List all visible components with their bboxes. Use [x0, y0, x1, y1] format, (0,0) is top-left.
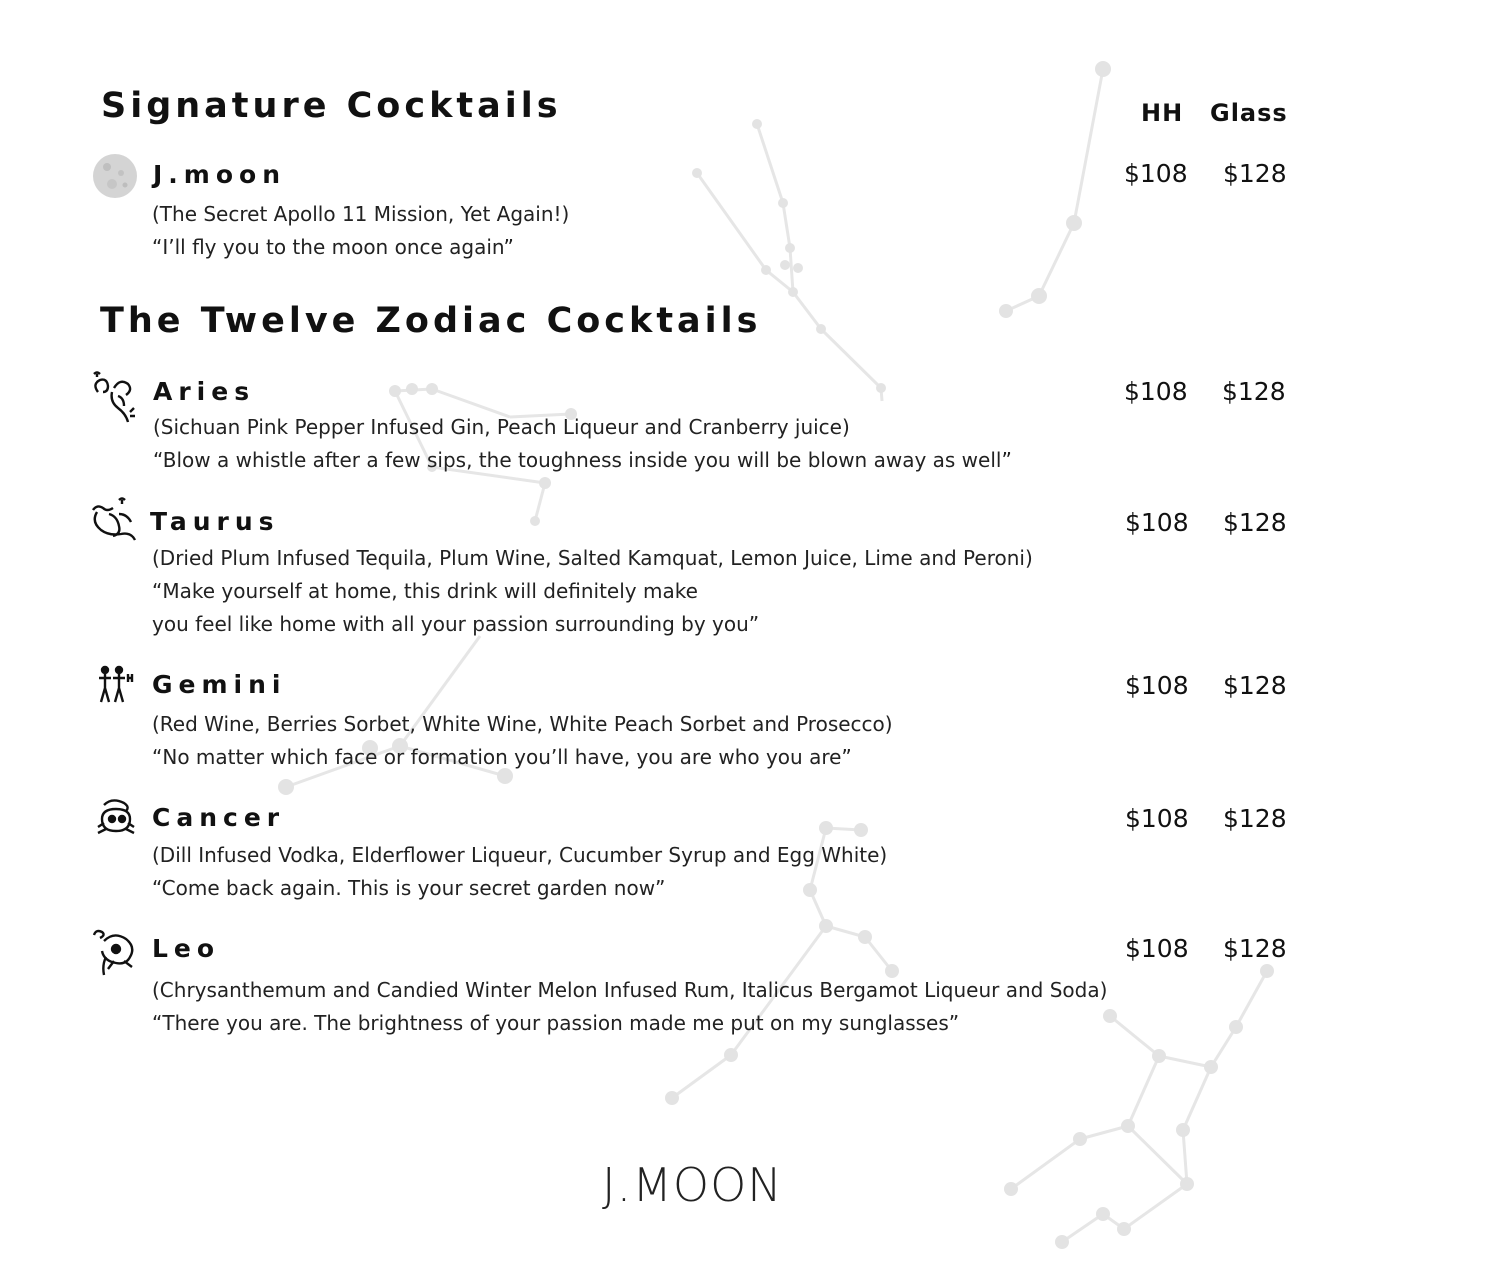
signature-section-title: Signature Cocktails [101, 86, 562, 126]
price-hh: $108 [1125, 804, 1189, 833]
item-desc-line: (Chrysanthemum and Candied Winter Melon Infused Rum, Italicus Bergamot Liqueur and Soda) [152, 978, 1108, 1002]
item-quote-line: “No matter which face or formation you’ll have, you are who you are” [152, 745, 852, 769]
aries-ram-icon [88, 370, 140, 428]
item-desc-line: (Sichuan Pink Pepper Infused Gin, Peach Liqueur and Cranberry juice) [153, 415, 850, 439]
item-name-aries: Aries [153, 377, 256, 406]
item-quote-line: “Come back again. This is your secret garden now” [152, 876, 666, 900]
item-desc-line: (Red Wine, Berries Sorbet, White Wine, White Peach Sorbet and Prosecco) [152, 712, 893, 736]
item-name-gemini: Gemini [152, 670, 287, 699]
price-hh: $108 [1124, 377, 1188, 406]
leo-lion-icon [90, 927, 142, 983]
item-name-jmoon: J.moon [153, 160, 286, 189]
item-name-leo: Leo [152, 934, 221, 963]
item-desc-line: (The Secret Apollo 11 Mission, Yet Again!) [152, 202, 570, 226]
moon-icon [92, 153, 138, 203]
price-glass: $128 [1223, 934, 1287, 963]
jmoon-logo: J.MOON [602, 1158, 783, 1212]
price-hh: $108 [1125, 934, 1189, 963]
price-hh: $108 [1124, 159, 1188, 188]
price-glass: $128 [1223, 804, 1287, 833]
price-glass: $128 [1223, 159, 1287, 188]
zodiac-section-title: The Twelve Zodiac Cocktails [100, 301, 762, 341]
item-quote-line: “Make yourself at home, this drink will definitely make [152, 579, 698, 603]
item-name-cancer: Cancer [152, 803, 286, 832]
cancer-crab-icon [94, 797, 138, 843]
item-desc-line: (Dill Infused Vodka, Elderflower Liqueur, Cucumber Syrup and Egg White) [152, 843, 888, 867]
price-glass: $128 [1223, 671, 1287, 700]
gemini-twins-icon [95, 664, 137, 710]
price-hh: $108 [1125, 508, 1189, 537]
price-glass: $128 [1222, 377, 1286, 406]
item-name-taurus: Taurus [150, 507, 280, 536]
item-quote-line: “I’ll fly you to the moon once again” [152, 235, 514, 259]
item-desc-line: (Dried Plum Infused Tequila, Plum Wine, Salted Kamquat, Lemon Juice, Lime and Peroni) [152, 546, 1033, 570]
item-quote-line: you feel like home with all your passion surrounding by you” [152, 612, 760, 636]
column-header-glass: Glass [1210, 99, 1288, 127]
column-header-hh: HH [1141, 99, 1184, 127]
taurus-bull-icon [89, 496, 139, 546]
price-glass: $128 [1223, 508, 1287, 537]
price-hh: $108 [1125, 671, 1189, 700]
item-quote-line: “There you are. The brightness of your passion made me put on my sunglasses” [152, 1011, 960, 1035]
item-quote-line: “Blow a whistle after a few sips, the toughness inside you will be blown away as well” [153, 448, 1012, 472]
